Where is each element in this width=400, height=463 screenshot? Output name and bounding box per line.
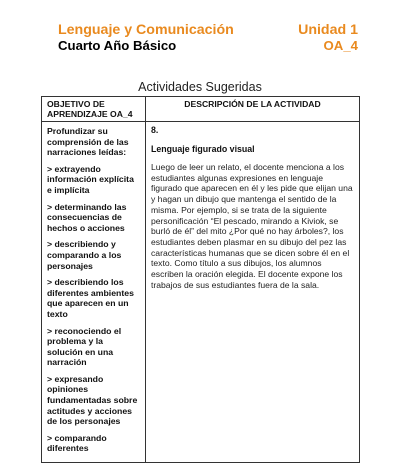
section-title: Actividades Sugeridas [138,80,262,94]
activity-number: 8. [151,125,159,135]
objetivo-item: > comparando diferentes [47,432,107,454]
objetivo-item: > expresando opiniones fundamentadas sobre actitudes y acciones de los personajes [47,373,138,427]
column-header-objetivo: OBJETIVO DE APRENDIZAJE OA_4 [42,97,146,122]
table-header-row [42,97,360,122]
objetivos-cell [42,122,146,463]
header-row-2 [58,38,358,54]
grade-label: Cuarto Año Básico [58,38,177,53]
activities-table [41,96,360,463]
activity-title: Lenguaje figurado visual [151,144,255,154]
header-row-1 [58,22,358,38]
activity-cell [146,122,360,463]
objetivo-item: > reconociendo el problema y la solución en una narración [47,325,122,368]
page-header [58,22,358,54]
activity-description: Luego de leer un relato, el docente menciona a los estudiantes algunas expresiones en lenguaje figurado que aparecen en él y les pide que elijan una y hagan un dibujo que mantenga el sentido de la misma. Por ejemplo, si se trata de la siguiente personificación “El pescado, mirando a Kiviok, se burló de él” del mito ¿Por qué no hay árboles?, los estudiantes deben plasmar en su dibujo del pez las características humanas que se dicen sobre él en el texto. Como título a sus dibujos, los alumnos escriben la oración elegida. El docente expone los trabajos de sus estudiantes fuera de la sala. [151,162,353,290]
objetivo-item: > describiendo y comparando a los personajes [47,239,122,271]
objetivo-item: > extrayendo información explícita e implícita [47,163,134,195]
column-header-descripcion: DESCRIPCIÓN DE LA ACTIVIDAD [146,97,360,122]
objetivo-item: > describiendo los diferentes ambientes que aparecen en un texto [47,277,134,319]
objetivo-item: Profundizar su comprensión de las narraciones leídas: [47,126,129,158]
oa-label: OA_4 [323,38,358,53]
table-row [42,122,360,463]
subject-title: Lenguaje y Comunicación [58,22,234,38]
unit-label: Unidad 1 [298,22,358,38]
objetivo-item: > determinando las consecuencias de hechos o acciones [47,201,127,233]
